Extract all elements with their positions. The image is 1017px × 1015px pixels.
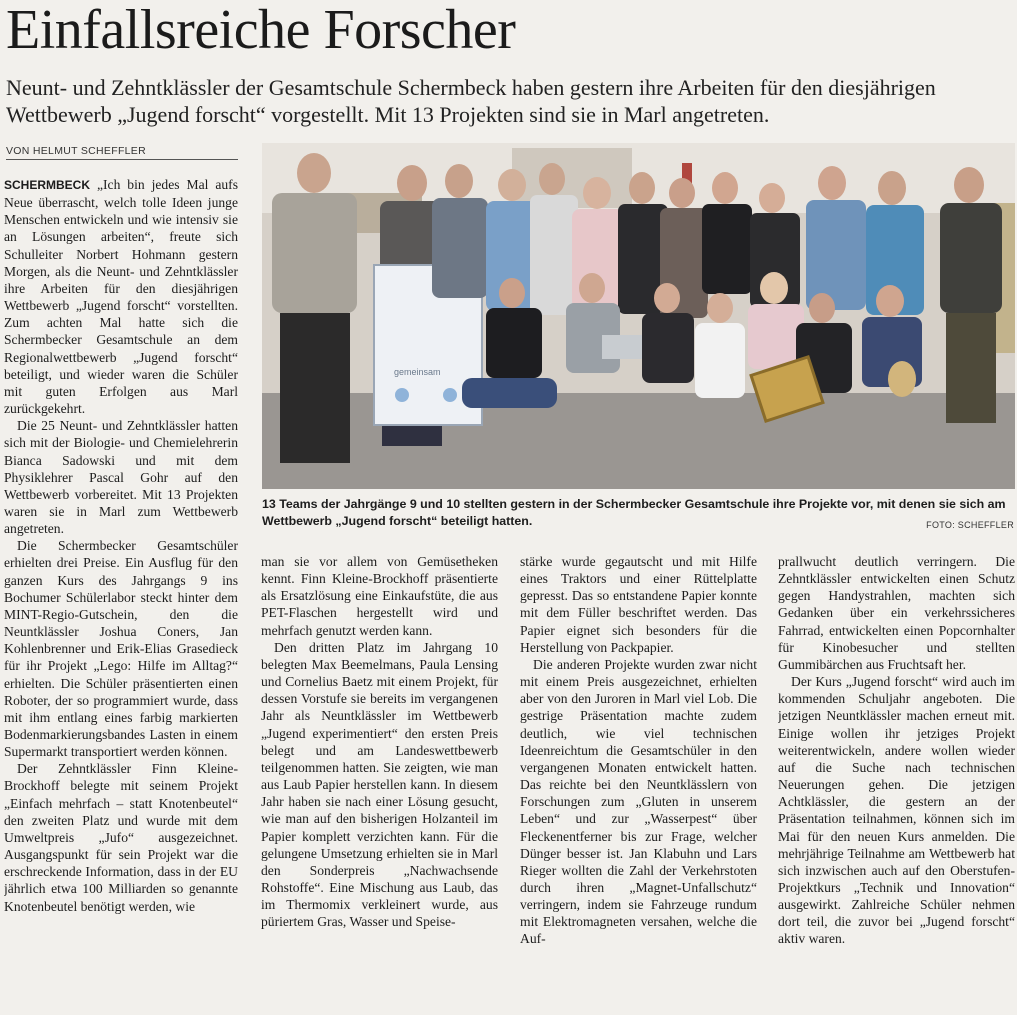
byline: VON HELMUT SCHEFFLER [6,145,238,160]
subhead: Neunt- und Zehntklässler der Gesamtschule Schermbeck haben gestern ihre Arbeiten für den diesjährigen Wettbewerb „Jugend forscht“ vorgestellt. Mit 13 Projekten sind sie in Marl angetreten. [6,75,936,127]
paragraph: Der Kurs „Jugend forscht“ wird auch im kommenden Schuljahr angeboten. Die jetzigen Neuntklässler machen erneut mit. Einige wollen ihr jetziges Projekt weiterentwickeln, andere wollen wieder auf die Suche nach technischen Neuerungen gehen. Die jetzigen Achtklässler, die gestern an der Präsentation teilnahmen, können sich im Mai für den neuen Kurs anmelden. Die mehrjährige Teilnahme am Wettbewerb hat sich inzwischen auch auf den Oberstufen-Projektkurs „Technik und Innovation“ ausgewirkt. Zahlreiche Schüler nehmen dort teil, die zuvor bei „Jugend forscht“ aktiv waren. [778,674,1015,947]
article-column-3 [520,553,757,1015]
photo-credit: FOTO: SCHEFFLER [926,520,1014,530]
group-photo-illustration [262,143,1015,489]
paragraph: stärke wurde gegautscht und mit Hilfe eines Traktors und einer Rüttelplatte gepresst. Das so entstandene Papier konnte mit dem Füller beschriftet werden. Das Papier eignet sich besonders für die Herstellung von Packpapier. [520,554,757,655]
article-column-4 [778,553,1015,1015]
paragraph: Die anderen Projekte wurden zwar nicht mit einem Preis ausgezeichnet, erhielten aber von den Juroren in Marl viel Lob. Die gestrige Präsentation machte zudem deutlich, wie viel technischen Ideenreichtum die Gesamtschüler in den vergangenen Monaten entwickelt hatten. Das reichte bei den Neuntklässlern von Forschungen zum „Gluten in unserem Leben“ und zur „Wasserpest“ über Fleckenentferner bis zur Frage, welcher Dünger besser ist. Jan Klabuhn und Lars Rieger wollten die Zahl der Verkehrstoten durch ihren „Magnet-Unfallschutz“ verringern, indem sie Fahrzeuge rundum mit Elektromagneten versahen, welche die Auf- [520,656,757,947]
article-column-1 [4,176,238,1015]
paragraph: man sie vor allem von Gemüsetheken kennt. Finn Kleine-Brockhoff präsentierte als Ersatzlösung eine Einkaufstüte, die aus PET-Flaschen hergestellt wird und mehrfach genutzt werden kann. [261,554,498,638]
paragraph [4,176,238,417]
paragraph: Die Schermbecker Gesamtschüler erhielten drei Preise. Ein Ausflug für den ganzen Kurs des Jahrgangs 9 ins Bochumer Schülerlabor steckt hinter dem MINT-Regio-Gutschein, den die Neuntklässler Joshua Coners, Jan Kohlenbrenner und Erik-Elias Grasedieck für ihr Projekt „Lego: Hilfe im Alltag?“ erhielten. Die Schüler präsentierten einen Roboter, der so programmiert wurde, dass mit ihm entlang eines farbig markierten Bodenmarkierungsbandes Lasten in einem Supermarkt transportiert werden können. [4,538,238,760]
paragraph: Die 25 Neunt- und Zehntklässler hatten sich mit der Biologie- und Chemielehrerin Bianca Sadowski und mit dem Physiklehrer Pascal Gohr auf den Wettbewerb vorbereitet. Mit 13 Projekten waren sie in Marl zum Wettbewerb angetreten. [4,418,238,537]
paragraph: prallwucht deutlich verringern. Die Zehntklässler entwickelten einen Schutz gegen Handystrahlen, machten sich Gedanken über ein verkehrssicheres Fahrrad, entwickelten einen Popcornhalter für Kinobesucher und stellten Gummibärchen aus Fruchtsaft her. [778,554,1015,672]
dateline: SCHERMBECK [4,178,91,192]
paragraph: Der Zehntklässler Finn Kleine-Brockhoff belegte mit seinem Projekt „Einfach mehrfach – statt Knotenbeutel“ den zweiten Platz und wurde mit dem Umweltpreis „Jufo“ ausgezeichnet. Ausgangspunkt für sein Projekt war die erschreckende Information, dass in der EU jährlich etwa 100 Milliarden so genannte Knotenbeutel benötigt werden, wie [4,761,238,914]
poster-text: gemeinsam [394,367,441,377]
paragraph-text: „Ich bin jedes Mal aufs Neue überrascht, welch tolle Ideen junge Menschen entwickeln und wie intensiv sie an Lösungen arbeiten“, freute sich Schulleiter Norbert Hohmann gestern Morgen, als die Neunt- und Zehntklässler ihre Arbeiten für den diesjährigen Wettbewerb „Jugend forscht“ vorstellten. Zum achten Mal hatte sich die Schermbecker Gesamtschule an dem Regionalwettbewerb „Jugend forscht“ beteiligt, und wieder waren die Schüler mit guten Erfolgen aus Marl zurückgekehrt. [4,177,238,417]
headline: Einfallsreiche Forscher [6,0,516,61]
paragraph: Den dritten Platz im Jahrgang 10 belegten Max Beemelmans, Paula Lensing und Cornelius Baetz mit einem Projekt, für dessen Vorstufe sie bereits im vergangenen Jahr als Neuntklässler im Wettbewerb „Jugend experimentiert“ den ersten Preis belegt und am Landeswettbewerb teilgenommen hatten. Sie zeigten, wie man aus Laub Papier herstellen kann. In diesem Jahr haben sie nach einer Lösung gesucht, wie man auf den bisherigen Holzanteil im Papier komplett verzichten kann. Für die gelungene Umsetzung erhielten sie in Marl den Sonderpreis „Nachwachsende Rohstoffe“. Eine Mischung aus Laub, das im Thermomix verkleinert wurde, aus püriertem Gras, Wasser und Speise- [261,639,498,930]
group-photo [262,143,1015,489]
article-column-2 [261,553,498,1015]
photo-caption: 13 Teams der Jahrgänge 9 und 10 stellten gestern in der Schermbecker Gesamtschule ihre Projekte vor, mit denen sie sich am Wettbewerb „Jugend forscht“ beteiligt hatten. [262,497,1006,528]
